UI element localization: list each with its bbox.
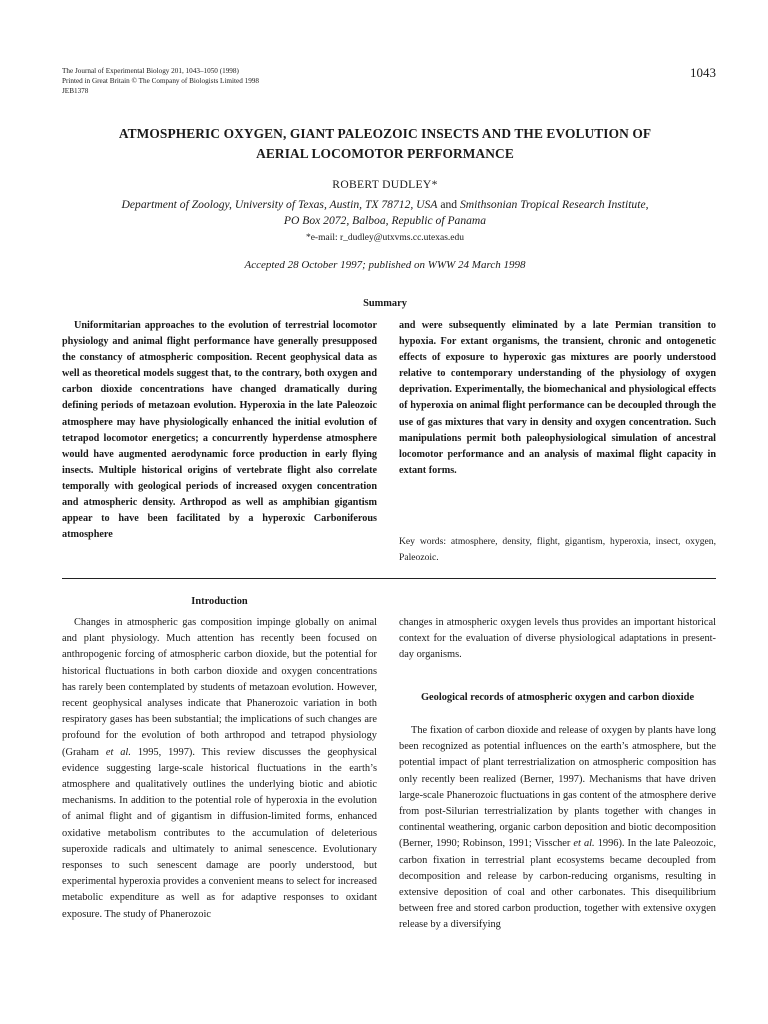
publication-dates: Accepted 28 October 1997; published on WWW 24 March 1998	[244, 259, 526, 271]
affiliation-department: Department of Zoology, University of Texas, Austin, TX 78712, USA	[121, 198, 438, 211]
geological-records-column	[399, 723, 716, 934]
author-affiliation	[40, 197, 730, 229]
article-title	[40, 124, 730, 164]
summary-heading: Summary	[363, 298, 407, 309]
author-email[interactable]: *e-mail: r_dudley@utxvms.cc.utexas.edu	[305, 233, 465, 243]
introduction-paragraph: Changes in atmospheric gas composition impinge globally on animal and plant physiology. Much attention has recently been focused on anthropogenic forcing of atmospheric carbon dioxide, but the potential for historical fluctuations in both carbon dioxide and oxygen concentrations has rarely been contemplated by students of metazoan evolution. However, recent geophysical analyses indicate that Phanerozoic variation in both respiratory gases has been substantial; the implications of such changes are profound for the evolution of both arthropod and tetrapod physiology (Graham et al. 1995, 1997). This review discusses the geophysical evidence suggesting large-scale historical fluctuations in the earth’s atmosphere and qualitatively outlines the underlying biotic and abiotic mechanisms. In addition to the potential role of hyperoxia in the evolution of animal flight and of gigantism in diffusion-limited forms, enhanced oxidative metabolism contributes to the accumulation of deleterious superoxide radicals and ultimately to animal senescence. Evolutionary responses to such senescent damage are poorly understood, but experimental hyperoxia provides a convenient means to select for increased metabolic expenditure as well as for adaptive responses to oxidant exposure. The study of Phanerozoic	[62, 617, 377, 920]
introduction-heading: Introduction	[191, 596, 248, 607]
keywords: Key words: atmosphere, density, flight, gigantism, hyperoxia, insect, oxygen, Paleozoic.	[399, 536, 716, 563]
section-divider	[62, 578, 716, 579]
affiliation-institute: Smithsonian Tropical Research Institute,	[460, 198, 649, 211]
introduction-continuation	[399, 615, 716, 664]
author-name: ROBERT DUDLEY*	[332, 178, 438, 191]
affiliation-conjunction: and	[440, 198, 458, 211]
introduction-continuation-paragraph: changes in atmospheric oxygen levels thus provides an important historical context for the evaluation of diverse physiological adaptations in present-day organisms.	[399, 617, 716, 661]
journal-id: JEB1378	[62, 87, 89, 95]
geological-records-heading: Geological records of atmospheric oxygen and carbon dioxide	[420, 692, 695, 703]
summary-right-column: and were subsequently eliminated by a late Permian transition to hypoxia. For extant organisms, the transient, chronic and ontogenetic effects of exposure to hyperoxic gas mixtures are poorly understood relative to contemporary understanding of the physiology of oxygen deprivation. Experimentally, the biomechanical and physiological effects of hyperoxia on animal flight performance can be decoupled through the use of gas mixtures that vary in density and oxygen concentration. Such manipulations permit both paleophysiological simulation of ancestral locomotor performance and an analysis of maximal flight capacity in extant forms.	[399, 320, 716, 476]
journal-citation: The Journal of Experimental Biology 201, 1043–1050 (1998)	[62, 67, 239, 75]
journal-copyright: Printed in Great Britain © The Company of Biologists Limited 1998	[62, 77, 259, 85]
affiliation-address: PO Box 2072, Balboa, Republic of Panama	[283, 214, 487, 227]
summary-left-column: Uniformitarian approaches to the evolution of terrestrial locomotor physiology and animal flight performance have generally presupposed the constancy of atmospheric composition. Recent geophysical data as well as theoretical models suggest that, to the contrary, both oxygen and carbon dioxide concentrations have changed dramatically during defining periods of metazoan evolution. Hyperoxia in the late Paleozoic atmosphere may have physiologically enhanced the initial evolution of tetrapod locomotor energetics; a concurrently hyperdense atmosphere would have augmented aerodynamic force production in early flying insects. Multiple historical origins of vertebrate flight also correlate temporally with geological periods of increased oxygen concentration and atmospheric density. Arthropod as well as amphibian gigantism appear to have been facilitated by a hyperoxic Carboniferous atmosphere	[62, 320, 377, 541]
title-line-2: AERIAL LOCOMOTOR PERFORMANCE	[256, 146, 514, 161]
journal-header	[62, 66, 716, 106]
title-line-1: ATMOSPHERIC OXYGEN, GIANT PALEOZOIC INSECTS AND THE EVOLUTION OF	[118, 126, 652, 141]
geological-records-paragraph: The fixation of carbon dioxide and release of oxygen by plants have long been recognized as potential influences on the earth’s atmosphere, but the potential impact of plant terrestrialization on atmospheric composition has only recently been realized (Berner, 1997). Mechanisms that have driven large-scale Phanerozoic fluctuations in gas content of the atmosphere derive from post-Silurian terrestrialization by plants together with changes in continental weathering, organic carbon deposition and biotic decomposition (Berner, 1990; Robinson, 1991; Visscher et al. 1996). In the late Paleozoic, carbon fixation in terrestrial plant ecosystems became decoupled from decomposition and release by carbon-reducing organisms, resulting in extensive deposition of coal and other carbonates. This disequilibrium between free and stored carbon production, together with extensive oxygen release by a diversifying	[399, 725, 716, 931]
page-number: 1043	[690, 65, 716, 80]
introduction-column	[62, 615, 377, 923]
